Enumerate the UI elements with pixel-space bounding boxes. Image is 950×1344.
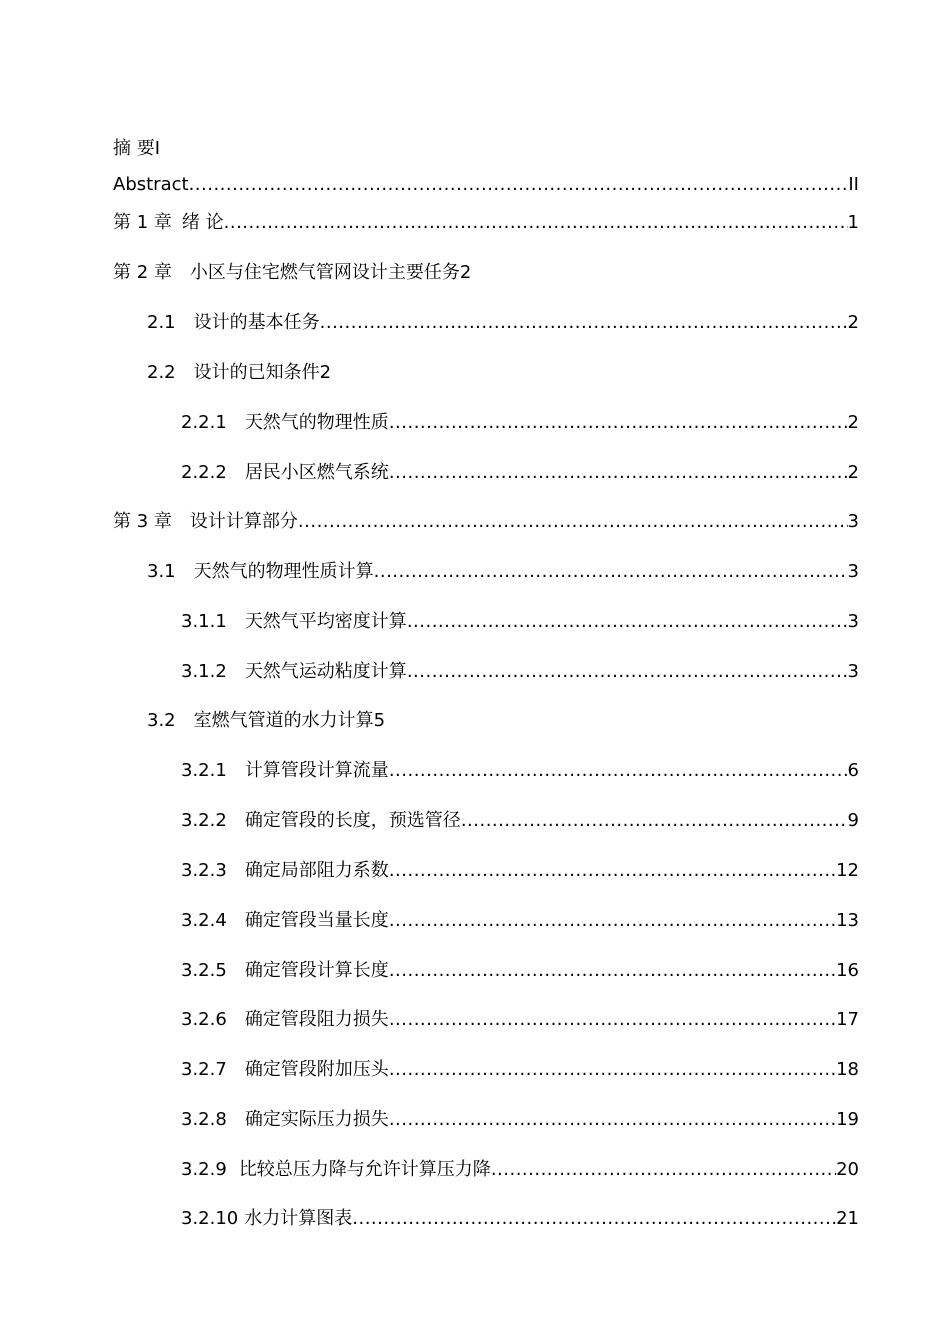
toc-entry[interactable] (181, 857, 859, 885)
toc-entry[interactable] (181, 409, 859, 437)
toc-entry-page-number: 18 (836, 1059, 859, 1080)
toc-entry-page-number: 2 (847, 462, 859, 483)
toc-entry-page-number: I (154, 138, 161, 159)
toc-entry-number: 2.1 (147, 312, 176, 333)
toc-entry-leader-dots (389, 1106, 836, 1134)
toc-entry-title: 设计的已知条件 (193, 362, 320, 383)
toc-entry-title: 计算管段计算流量 (244, 760, 389, 781)
toc-entry-number: 3.2.8 (181, 1109, 227, 1130)
toc-entry-number: 3.2.1 (181, 760, 227, 781)
toc-entry-number: 第 1 章 (113, 212, 172, 233)
toc-entry-number: 第 3 章 (113, 511, 172, 532)
toc-entry-page-number: 3 (847, 561, 859, 582)
toc-entry[interactable] (181, 608, 859, 636)
toc-entry-leader-dots (407, 658, 848, 686)
toc-entry-title: 确定管段附加压头 (244, 1059, 389, 1080)
toc-entry-page-number: 16 (836, 960, 859, 981)
toc-entry[interactable] (147, 558, 859, 586)
toc-entry-title: 比较总压力降与允许计算压力降 (238, 1159, 491, 1180)
toc-entry-page-number: 17 (836, 1009, 859, 1030)
toc-entry-leader-dots (224, 209, 848, 237)
toc-entry-page-number: 1 (847, 212, 859, 233)
toc-entry-page-number: 5 (373, 710, 386, 731)
toc-entry[interactable] (113, 209, 859, 237)
toc-entry-number: 3.2.10 (181, 1208, 239, 1229)
toc-entry-number: 3.2.3 (181, 860, 227, 881)
toc-entry-title: 天然气平均密度计算 (244, 611, 407, 632)
toc-entry-leader-dots (189, 171, 849, 199)
toc-entry-leader-dots (389, 1006, 836, 1034)
toc-entry[interactable] (181, 1205, 859, 1233)
toc-entry-number: 2.2.1 (181, 412, 227, 433)
toc-entry[interactable] (181, 1156, 859, 1184)
toc-entry-page-number: 2 (847, 312, 859, 333)
toc-entry[interactable] (181, 1106, 859, 1134)
toc-entry-page-number: 19 (836, 1109, 859, 1130)
toc-entry-leader-dots (352, 1205, 836, 1233)
toc-entry-title: 小区与住宅燃气管网设计主要任务 (189, 262, 460, 283)
toc-entry[interactable] (113, 508, 859, 536)
toc-entry-title: 天然气的物理性质计算 (193, 561, 374, 582)
toc-entry-leader-dots (374, 558, 848, 586)
toc-entry-page-number: 20 (836, 1159, 859, 1180)
toc-entry-page-number: 21 (836, 1208, 859, 1229)
toc-entry-title: 摘 要 (113, 138, 155, 159)
toc-entry-page-number: 13 (836, 910, 859, 931)
toc-entry-title: 确定管段阻力损失 (244, 1009, 389, 1030)
toc-entry-page-number: 6 (847, 760, 859, 781)
toc-entry-title: 确定管段当量长度 (244, 910, 389, 931)
toc-entry[interactable] (113, 135, 859, 163)
toc-entry-number: 3.2.2 (181, 810, 227, 831)
toc-entry-title: 天然气运动粘度计算 (244, 661, 407, 682)
toc-entry-number: 第 2 章 (113, 262, 172, 283)
toc-entry-number: 3.2.5 (181, 960, 227, 981)
toc-entry[interactable] (113, 259, 859, 287)
toc-entry-leader-dots (320, 309, 848, 337)
toc-entry-title: 确定实际压力损失 (244, 1109, 389, 1130)
toc-entry-page-number: 3 (847, 661, 859, 682)
toc-entry[interactable] (113, 171, 859, 199)
toc-entry[interactable] (147, 359, 859, 387)
toc-entry[interactable] (181, 757, 859, 785)
toc-entry-page-number: 2 (847, 412, 859, 433)
toc-entry-title: 居民小区燃气系统 (244, 462, 389, 483)
toc-entry-number: 3.2.9 (181, 1159, 227, 1180)
toc-entry-number: 2.2 (147, 362, 176, 383)
toc-entry-leader-dots (389, 957, 836, 985)
toc-entry-title: 绪 论 (181, 212, 224, 233)
toc-entry-page-number: 3 (847, 511, 859, 532)
toc-entry-title: 确定管段的长度，预选管径 (244, 810, 461, 831)
toc-entry-title: 确定局部阻力系数 (244, 860, 389, 881)
toc-entry-title: 设计计算部分 (189, 511, 298, 532)
toc-entry[interactable] (147, 707, 859, 735)
toc-entry-title: 确定管段计算长度 (244, 960, 389, 981)
toc-entry-page-number: 2 (459, 262, 472, 283)
toc-entry-number: 3.1 (147, 561, 176, 582)
toc-entry-number: 3.2.6 (181, 1009, 227, 1030)
toc-entry-title: 水力计算图表 (244, 1208, 353, 1229)
toc-entry-title: 设计的基本任务 (193, 312, 320, 333)
toc-entry[interactable] (147, 309, 859, 337)
toc-entry-leader-dots (389, 409, 848, 437)
toc-entry-number: 3.2 (147, 710, 176, 731)
toc-entry-leader-dots (389, 459, 848, 487)
toc-entry-leader-dots (298, 508, 848, 536)
toc-entry-leader-dots (389, 757, 848, 785)
toc-entry-leader-dots (407, 608, 848, 636)
toc-entry[interactable] (181, 658, 859, 686)
toc-entry-title: 室燃气管道的水力计算 (193, 710, 374, 731)
toc-entry-number: 3.1.2 (181, 661, 227, 682)
toc-entry-number: 3.2.7 (181, 1059, 227, 1080)
toc-entry-page-number: II (848, 174, 859, 195)
toc-entry-leader-dots (389, 857, 836, 885)
toc-entry-page-number: 9 (847, 810, 859, 831)
toc-entry[interactable] (181, 807, 859, 835)
toc-entry[interactable] (181, 459, 859, 487)
toc-entry[interactable] (181, 957, 859, 985)
toc-entry-leader-dots (491, 1156, 836, 1184)
toc-entry[interactable] (181, 907, 859, 935)
toc-entry-leader-dots (389, 1056, 836, 1084)
toc-entry-page-number: 3 (847, 611, 859, 632)
toc-entry-leader-dots (461, 807, 848, 835)
toc-entry-number: 2.2.2 (181, 462, 227, 483)
toc-entry[interactable] (181, 1056, 859, 1084)
toc-entry-page-number: 12 (836, 860, 859, 881)
toc-entry-title: 天然气的物理性质 (244, 412, 389, 433)
toc-entry-leader-dots (389, 907, 836, 935)
toc-entry-number: 3.2.4 (181, 910, 227, 931)
toc-entry[interactable] (181, 1006, 859, 1034)
toc-entry-page-number: 2 (319, 362, 332, 383)
toc-entry-title: Abstract (113, 174, 189, 195)
toc-entry-number: 3.1.1 (181, 611, 227, 632)
